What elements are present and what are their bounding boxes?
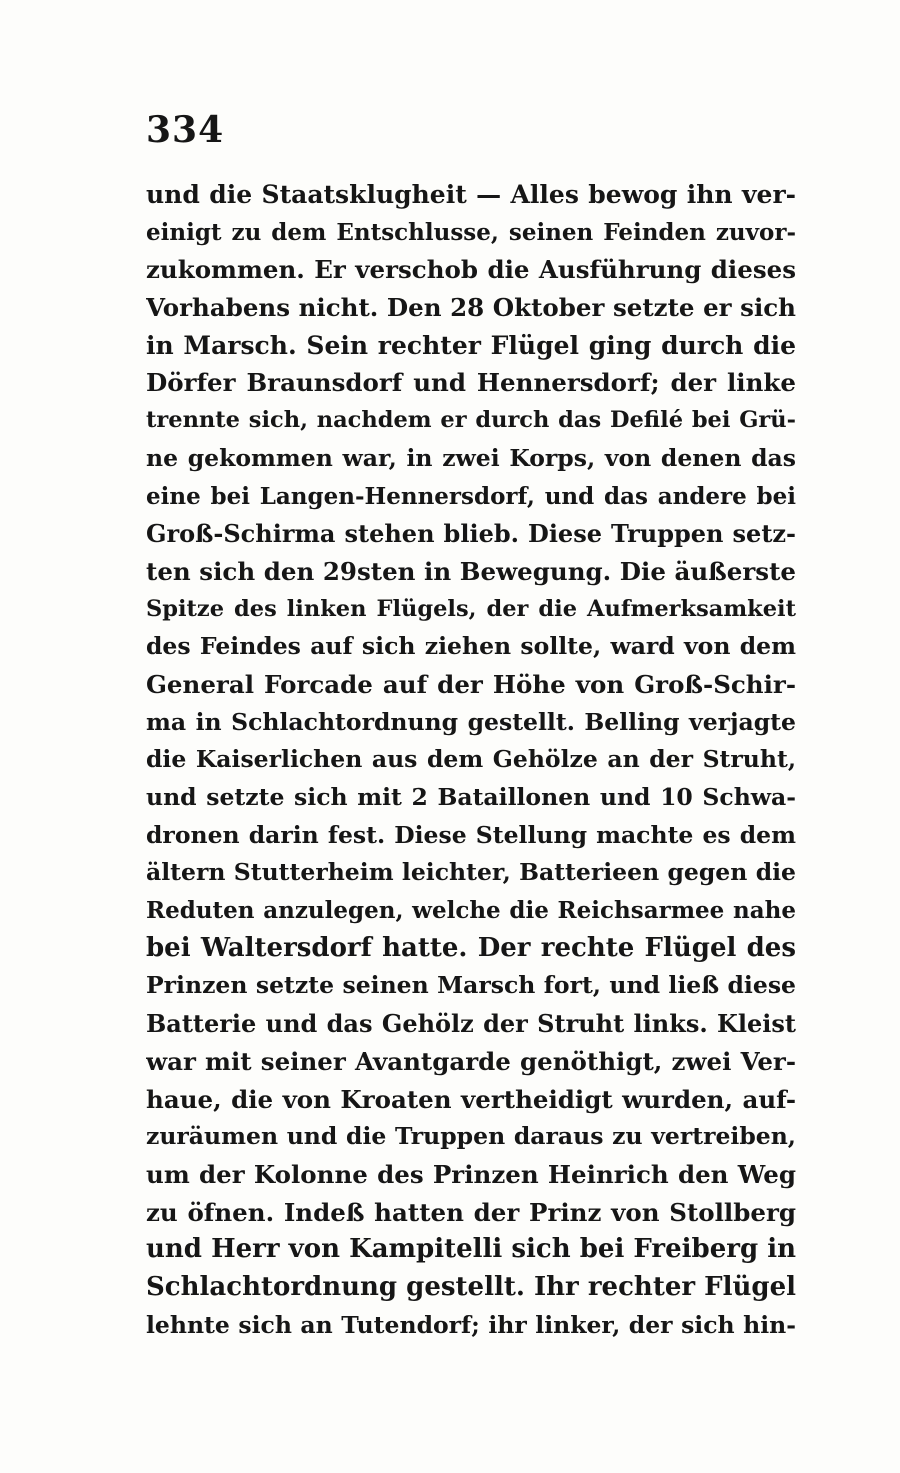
text-line: Prinzen setzte seinen Marsch fort, und ließ diese [146,971,796,1000]
text-line: um der Kolonne des Prinzen Heinrich den Weg [146,1159,796,1189]
text-line: ma in Schlachtordnung gestellt. Belling verjagte [146,707,796,736]
text-line: in Marsch. Sein rechter Flügel ging durch die [146,330,796,360]
text-line: lehnte sich an Tutendorf; ihr linker, der sich hin- [146,1310,796,1339]
text-line: Groß-Schirma stehen blieb. Diese Truppen setz- [146,519,796,549]
text-line: haue, die von Kroaten vertheidigt wurden, auf- [146,1084,796,1114]
text-line: dronen darin fest. Diese Stellung machte es dem [146,820,796,849]
text-line: einigt zu dem Entschlusse, seinen Feinden zuvor- [146,218,796,246]
body-text [146,176,796,1344]
text-line: ten sich den 29sten in Bewegung. Die äußerste [146,556,796,586]
text-line: Vorhabens nicht. Den 28 Oktober setzte er sich [146,293,796,323]
page-number: 334 [146,109,225,151]
text-line: bei Waltersdorf hatte. Der rechte Flügel des [146,932,796,963]
text-line: zuräumen und die Truppen daraus zu vertreiben, [146,1122,796,1151]
text-line: Reduten anzulegen, welche die Reichsarmee nahe [146,897,796,925]
text-line: Spitze des linken Flügels, der die Aufmerksamkeit [146,595,796,622]
text-line: und die Staatsklugheit — Alles bewog ihn ver- [146,180,796,209]
text-line: ältern Stutterheim leichter, Batterieen gegen die [146,858,796,887]
text-line: des Feindes auf sich ziehen sollte, ward von dem [146,632,796,661]
text-line: zu öfnen. Indeß hatten der Prinz von Stollberg [146,1197,796,1227]
text-line: ne gekommen war, in zwei Korps, von denen das [146,443,796,472]
text-line: und setzte sich mit 2 Bataillonen und 10 Schwa- [146,783,796,811]
text-line: eine bei Langen-Hennersdorf, und das andere bei [146,482,796,510]
text-line: Batterie und das Gehölz der Struht links. Kleist [146,1009,796,1039]
text-line: General Forcade auf der Höhe von Groß-Schir- [146,669,796,699]
text-line: und Herr von Kampitelli sich bei Freiberg in [146,1234,796,1265]
text-line: trennte sich, nachdem er durch das Defilé bei Grü- [146,407,796,434]
text-line: Schlachtordnung gestellt. Ihr rechter Flügel [146,1271,796,1302]
text-line: die Kaiserlichen aus dem Gehölze an der Struht, [146,745,796,774]
text-line: zukommen. Er verschob die Ausführung dieses [146,255,796,285]
text-line: war mit seiner Avantgarde genöthigt, zwei Ver- [146,1046,796,1076]
text-line: Dörfer Braunsdorf und Hennersdorf; der linke [146,368,796,398]
